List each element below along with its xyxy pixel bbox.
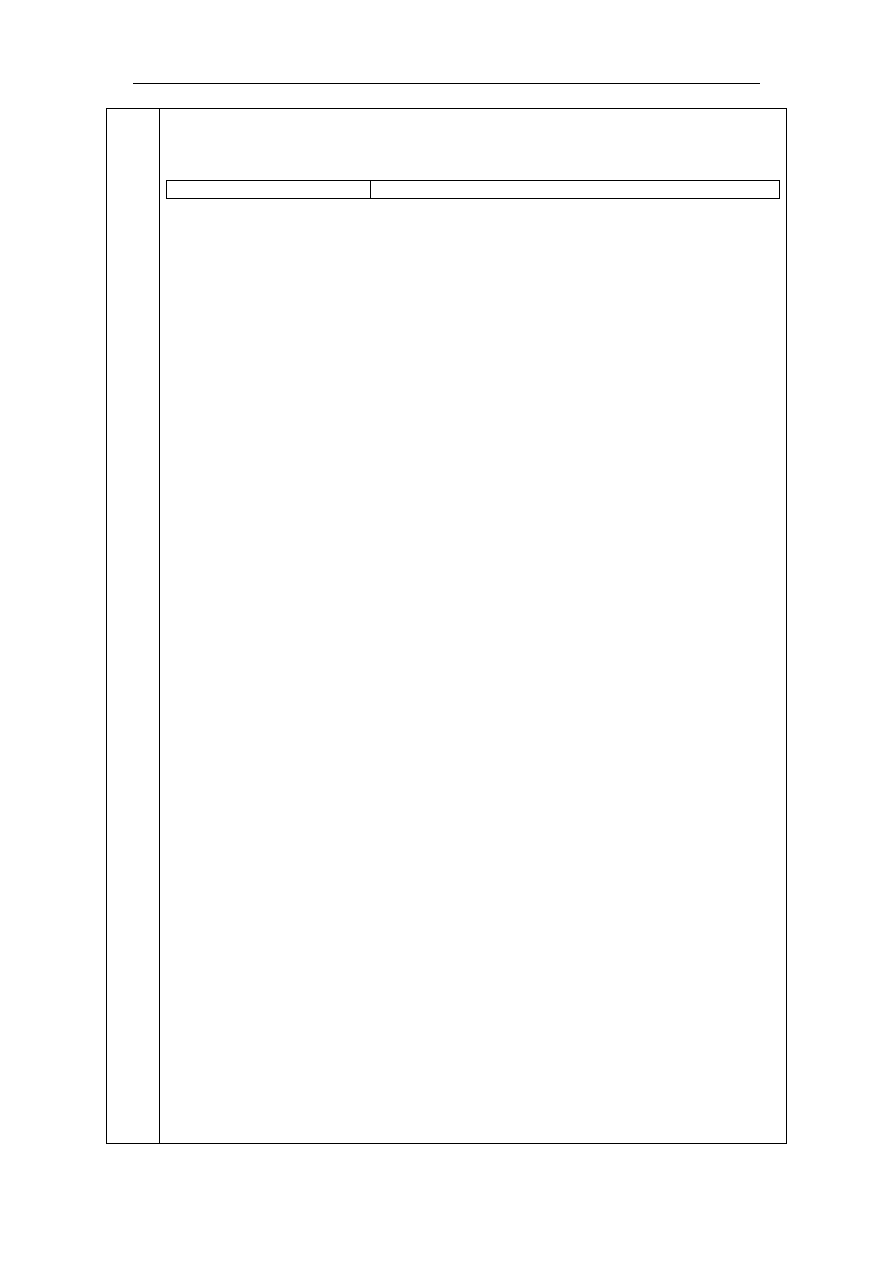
frame-left-column-rule [159,108,160,1144]
project-composition-table [166,180,780,199]
column-header-desc [371,181,780,199]
column-header-name [167,181,371,199]
header-rule [133,83,760,84]
content-frame [106,108,787,1144]
